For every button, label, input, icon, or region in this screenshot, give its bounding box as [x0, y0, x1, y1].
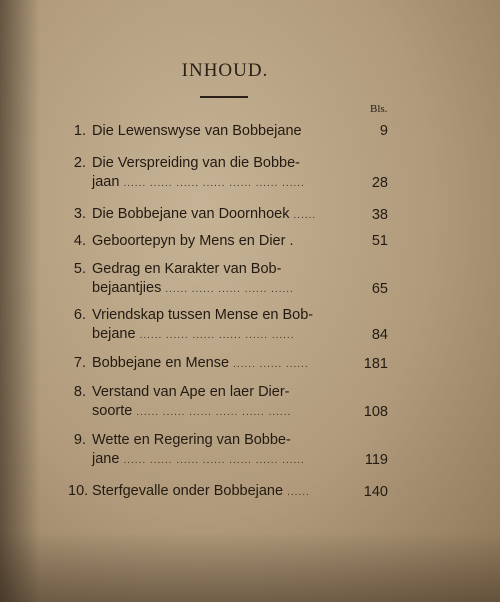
leader-dots: ......: [293, 210, 317, 221]
page-column-label: Bls.: [370, 103, 388, 115]
leader-dots: ......: [287, 487, 310, 498]
toc-entry-title: Vriendskap tussen Mense en Bob-: [92, 307, 314, 323]
toc-entry-page: 181: [363, 356, 388, 372]
toc-entry-number: 9.: [73, 432, 86, 448]
leader-dots: ...... ...... ......: [233, 359, 309, 370]
toc-entry-page: 140: [363, 484, 388, 500]
toc-entry-page: 65: [371, 281, 388, 297]
toc-entry-number: 6.: [73, 307, 86, 323]
toc-entry-title-continued: bejaantjies: [92, 280, 162, 296]
toc-entry: [68, 154, 388, 193]
toc-entry-title: Wette en Regering van Bobbe-: [92, 432, 291, 448]
toc-entry-number: 8.: [73, 384, 86, 400]
toc-entry-title: Die Bobbejane van Doornhoek: [92, 206, 290, 222]
toc-entry-page: 28: [371, 175, 388, 191]
toc-entry-number: 4.: [73, 233, 86, 249]
toc-entry: [68, 306, 388, 345]
binding-shadow: [0, 0, 40, 602]
toc-entry-title: Die Lewenswyse van Bobbejane: [92, 123, 302, 139]
toc-entry-title: Verstand van Ape en laer Dier-: [92, 384, 290, 400]
toc-entry: [68, 260, 388, 299]
toc-entry: [68, 232, 388, 251]
bottom-shadow: [0, 532, 500, 602]
leader-dots: ...... ...... ...... ...... ......: [165, 284, 294, 295]
toc-entry-number: 3.: [73, 206, 86, 222]
toc-entry-page: 119: [364, 452, 388, 468]
toc-entry-title: Geboortepyn by Mens en Dier .: [92, 233, 294, 249]
toc-entry-title: Bobbejane en Mense: [92, 355, 230, 371]
toc-entry-title-continued: soorte: [92, 403, 133, 419]
toc-entry: [68, 482, 388, 502]
toc-entry-page: 51: [371, 233, 388, 249]
toc-entry-number: 10.: [68, 483, 89, 499]
leader-dots: ...... ...... ...... ...... ...... ...... ......: [123, 178, 305, 189]
toc-entry-number: 1.: [73, 123, 86, 139]
toc-entry-page: 9: [379, 123, 388, 139]
leader-dots: ...... ...... ...... ...... ...... ...... ......: [123, 455, 305, 466]
toc-entry-page: 108: [363, 404, 388, 420]
toc-entry-title-continued: bejane: [92, 326, 136, 342]
toc-entry-number: 7.: [73, 355, 86, 371]
toc-entry-title-continued: jane: [92, 451, 120, 467]
toc-entry: [68, 205, 388, 225]
toc-entry-number: 5.: [73, 261, 86, 277]
toc-entry-title-continued: jaan: [92, 174, 120, 190]
toc-entry: [68, 383, 388, 422]
leader-dots: ...... ...... ...... ...... ...... ......: [136, 407, 292, 418]
toc-entry: [68, 354, 388, 374]
title-rule: [200, 96, 248, 98]
toc-entry-page: 84: [371, 327, 388, 343]
page-title: INHOUD.: [181, 60, 269, 81]
toc-entry: [68, 431, 388, 470]
toc-entry-title: Sterfgevalle onder Bobbejane: [92, 483, 284, 499]
toc-entry-page: 38: [371, 207, 388, 223]
toc-entry-title: Die Verspreiding van die Bobbe-: [92, 155, 300, 171]
toc-entry-title: Gedrag en Karakter van Bob-: [92, 261, 282, 277]
toc-entry: [68, 122, 388, 141]
toc-entry-number: 2.: [73, 155, 86, 171]
leader-dots: ...... ...... ...... ...... ...... ......: [139, 330, 295, 341]
